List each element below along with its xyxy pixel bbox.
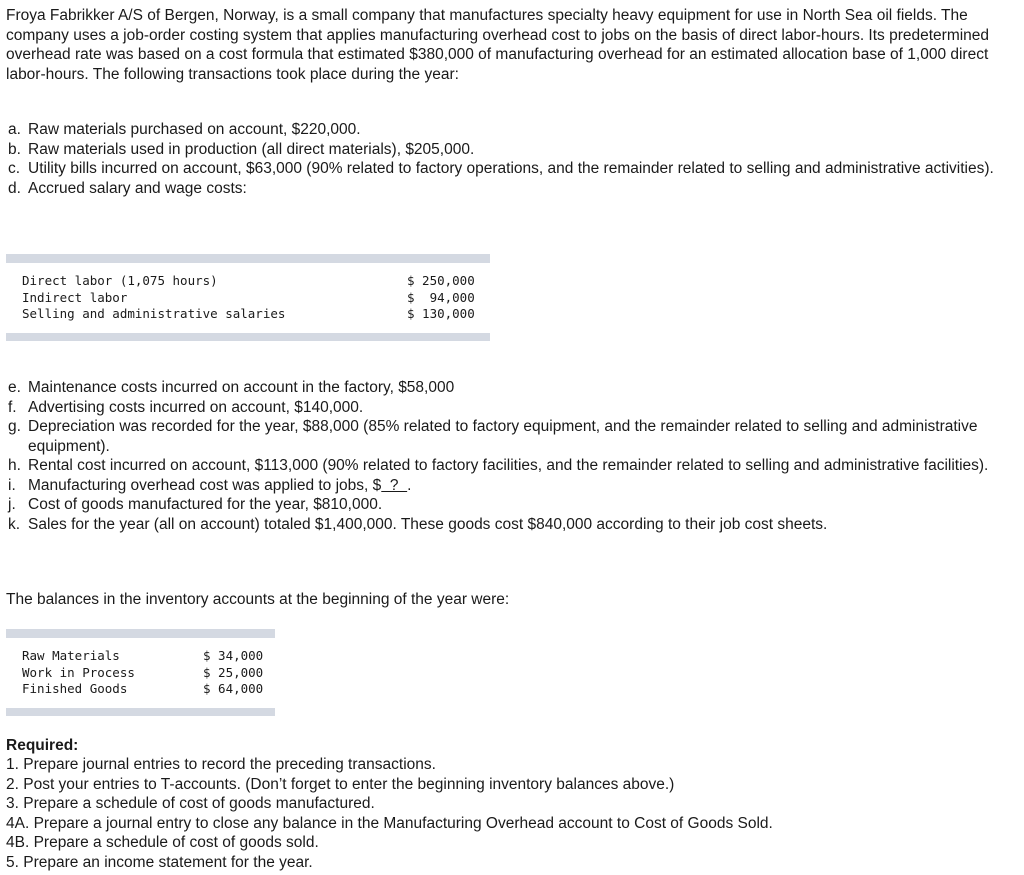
list-item: 2. Post your entries to T-accounts. (Don’t forget to enter the beginning inventory balances above.) (6, 775, 675, 793)
required-heading: Required: (6, 737, 79, 754)
table-header-bar (6, 254, 490, 263)
table-row: Indirect labor $ 94,000 (22, 289, 475, 305)
table-row: Direct labor (1,075 hours) $ 250,000 (22, 273, 475, 288)
list-item: j. Cost of goods manufactured for the year, $810,000. (8, 496, 383, 513)
required-list (6, 755, 773, 873)
list-item: k. Sales for the year (all on account) totaled $1,400,000. These goods cost $840,000 according to their job cost sheets. (8, 515, 828, 533)
list-item: e. Maintenance costs incurred on account in the factory, $58,000 (8, 379, 455, 396)
table-row: Work in Process $ 25,000 (22, 664, 264, 680)
list-item: a. Raw materials purchased on account, $220,000. (8, 121, 361, 138)
problem-intro: Froya Fabrikker A/S of Bergen, Norway, is a small company that manufactures specialty heavy equipment for use in North Sea oil fields. The company uses a job-order costing system that applies manufacturing overhead cost to jobs on the basis of direct labor-hours. Its predetermined overhead rate was based on a cost formula that estimated $380,000 of manufacturing overhead for an estimated allocation base of 1,000 direct labor-hours. The following transactions took place during the year: (6, 7, 990, 83)
answer-blank: ? (381, 476, 408, 494)
balances-intro: The balances in the inventory accounts at the beginning of the year were: (6, 591, 510, 608)
list-item: h. Rental cost incurred on account, $113,000 (90% related to factory facilities, and the remainder related to selling and administrative facilities). (8, 457, 989, 474)
transaction-list-e-k (8, 378, 1018, 534)
list-item: 3. Prepare a schedule of cost of goods manufactured. (6, 795, 375, 813)
list-item: c. Utility bills incurred on account, $63,000 (90% related to factory operations, and the remainder related to selling and administrative activities). (8, 160, 994, 177)
list-item: f. Advertising costs incurred on account, $140,000. (8, 398, 364, 416)
table-row: Finished Goods $ 64,000 (22, 681, 264, 696)
list-item: d. Accrued salary and wage costs: (8, 179, 247, 197)
table-footer-bar (6, 708, 275, 716)
table-header-bar (6, 629, 275, 638)
list-item: 1. Prepare journal entries to record the preceding transactions. (6, 756, 436, 773)
list-item: b. Raw materials used in production (all direct materials), $205,000. (8, 140, 475, 158)
wage-cost-table (6, 254, 490, 341)
table-row: Selling and administrative salaries $ 130,000 (22, 306, 475, 321)
list-item: 4B. Prepare a schedule of cost of goods sold. (6, 834, 319, 852)
list-item: g. Depreciation was recorded for the year, $88,000 (85% related to factory equipment, and the remainder related to selling and administrative equipment). (8, 418, 978, 455)
list-item: 5. Prepare an income statement for the year. (6, 853, 313, 871)
table-footer-bar (6, 333, 490, 341)
transaction-list-a-d (8, 120, 1018, 198)
inventory-balance-table (6, 629, 275, 716)
table-row: Raw Materials $ 34,000 (22, 648, 264, 663)
list-item: 4A. Prepare a journal entry to close any balance in the Manufacturing Overhead account to Cost of Goods Sold. (6, 814, 773, 832)
list-item: i. Manufacturing overhead cost was applied to jobs, $ ? . (8, 476, 412, 494)
